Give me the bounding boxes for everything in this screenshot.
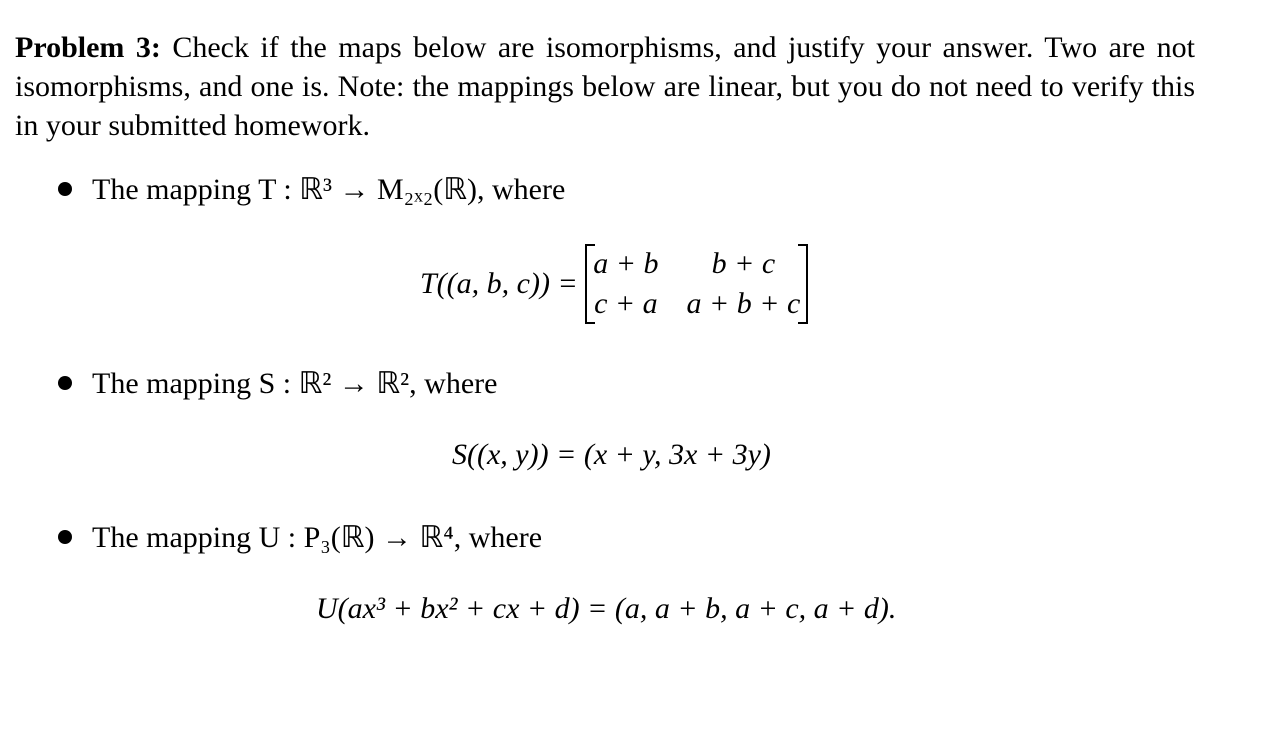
problem-label: Problem 3: [15,31,161,64]
matrix-cell: c + a [594,287,658,320]
list-item-t [58,172,565,207]
mapping-t-intro: The mapping T : ℝ³ → M₂ₓ₂(ℝ), where [92,173,566,206]
list-item-u [58,520,542,555]
bullet-icon [58,376,72,390]
list-item-s [58,366,497,401]
matrix-cell: a + b [593,247,659,280]
equation-t-lhs: T((a, b, c)) = [420,267,578,300]
matrix-t [585,244,808,324]
problem-text: Check if the maps below are isomorphisms, and justify your answer. Two are not isomorphisms, and one is. Note: the mappings below are linear, but you do not need to verify this in your submitted homework. [15,31,1196,142]
mapping-s-intro: The mapping S : ℝ² → ℝ², where [92,367,498,400]
equation-t [420,244,808,324]
bullet-icon [58,530,72,544]
matrix-cell: b + c [711,247,776,280]
matrix-cell: a + b + c [686,287,801,320]
mapping-u-intro: The mapping U : P₃(ℝ) → ℝ⁴, where [92,521,543,554]
equation-s: S((x, y)) = (x + y, 3x + 3y) [452,438,771,471]
problem-statement [15,28,1195,145]
equation-u: U(ax³ + bx² + cx + d) = (a, a + b, a + c, a + d). [316,592,897,625]
bullet-icon [58,182,72,196]
